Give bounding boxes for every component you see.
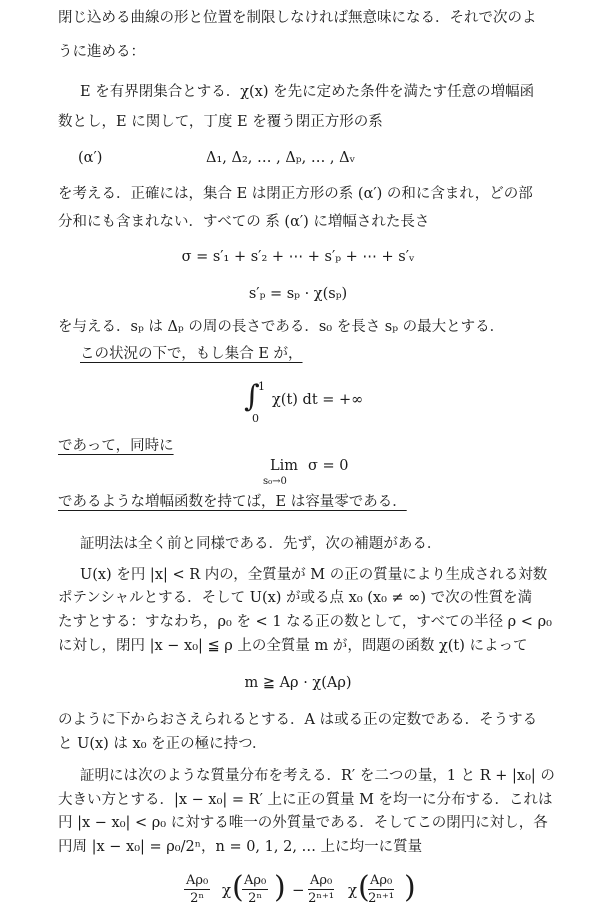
text-line: E を有界閉集合とする．χ(x) を先に定めた条件を満たす任意の増幅函 [80, 84, 535, 100]
limit-word: Lim [270, 458, 299, 474]
formula-integral [0, 380, 596, 430]
right-paren-glyph: ) [404, 870, 416, 905]
integral-upper: 1 [258, 380, 265, 393]
fraction-denominator: 2ⁿ⁺¹ [308, 891, 335, 906]
formula-mass: m ≧ Aρ · χ(Aρ) [244, 675, 352, 691]
chi-symbol: χ [348, 881, 358, 899]
text-line: U(x) を円 |x| < R 内の，全質量が M の正の質量により生成される対数 [80, 567, 548, 583]
text-line: ポテンシャルとする．そして U(x) が或る点 x₀ (x₀ ≠ ∞) で次の性質を満 [58, 590, 533, 606]
formula-limit [0, 456, 596, 490]
text-line: 証明には次のような質量分布を考える．R′ を二つの量，1 と R + |x₀| の [80, 768, 555, 784]
text-line: 分和にも含まれない．すべての 系 (α′) に増幅された長さ [58, 214, 430, 230]
text-line: に対し，閉円 |x − x₀| ≦ ρ 上の全質量 m が，問題の函数 χ(t) によって [58, 638, 528, 654]
text-line: 円周 |x − x₀| = ρ₀/2ⁿ，n = 0, 1, 2, … 上に均一に質量 [58, 839, 423, 855]
left-paren-glyph: ( [358, 870, 370, 905]
formula-sp: s′ₚ = sₚ · χ(sₚ) [248, 286, 348, 302]
text-line: 数とし，E に関して，丁度 E を覆う閉正方形の系 [58, 114, 383, 130]
text-line: 閉じ込める曲線の形と位置を制限しなければ無意味になる．それで次のよ [58, 10, 537, 26]
limit-expression: σ = 0 [308, 458, 349, 474]
chi-symbol: χ [222, 881, 232, 899]
formula-mass-distribution [0, 868, 596, 918]
right-paren-glyph: ) [274, 870, 286, 905]
text-line: を考える．正確には，集合 E は閉正方形の系 (α′) の和に含まれ，どの部 [58, 186, 533, 202]
text-line: 証明法は全く前と同様である．先ず，次の補題がある． [80, 536, 442, 552]
integral-sign: ∫ [244, 379, 260, 414]
formula-alpha-system [0, 148, 596, 168]
fraction-denominator: 2ⁿ [190, 891, 205, 906]
text-line: を与える．sₚ は Δₚ の周の長さである．s₀ を長さ sₚ の最大とする． [58, 319, 505, 335]
text-line: 大きい方とする．|x − x₀| = R′ 上に正の質量 M を均一に分布する．これは [58, 792, 553, 808]
fraction-numerator: Aρ₀ [244, 873, 267, 888]
formula-sigma: σ = s′₁ + s′₂ + ⋯ + s′ₚ + ⋯ + s′ᵥ [181, 249, 415, 265]
underlined-text-line: この状況の下で，もし集合 E が， [80, 346, 303, 362]
text-line: のように下からおさえられるとする．A は或る正の定数である．そうする [58, 712, 538, 728]
fraction-numerator: Aρ₀ [310, 873, 333, 888]
text-line: と U(x) は x₀ を正の極に持つ． [58, 736, 267, 752]
fraction-denominator: 2ⁿ [248, 891, 263, 906]
text-line: うに進める： [58, 44, 145, 60]
fraction-denominator: 2ⁿ⁺¹ [368, 891, 395, 906]
underlined-text-line: であって，同時に [58, 438, 174, 454]
integral-lower: 0 [252, 412, 259, 425]
fraction-numerator: Aρ₀ [186, 873, 209, 888]
fraction [184, 872, 210, 907]
integral-body: χ(t) dt = +∞ [272, 392, 364, 408]
fraction [242, 872, 268, 907]
fraction [308, 872, 334, 907]
underlined-text-line: であるような増幅函数を持てば，E は容量零である． [58, 494, 407, 510]
formula-alpha-tag: (α′) [78, 150, 103, 166]
text-line: 円 |x − x₀| < ρ₀ に対する唯一の外質量である．そしてこの閉円に対し，各 [58, 815, 548, 831]
text-line: たすとする：すなわち，ρ₀ を < 1 なる正の数として，すべての半径 ρ < ρ₀ [58, 614, 552, 630]
left-paren-glyph: ( [232, 870, 244, 905]
formula-alpha-seq: Δ₁, Δ₂, … , Δₚ, … , Δᵥ [206, 150, 356, 166]
minus-sign: − [292, 881, 305, 899]
fraction-numerator: Aρ₀ [370, 873, 393, 888]
limit-subscript: s₀→0 [263, 476, 287, 487]
fraction [368, 872, 394, 907]
